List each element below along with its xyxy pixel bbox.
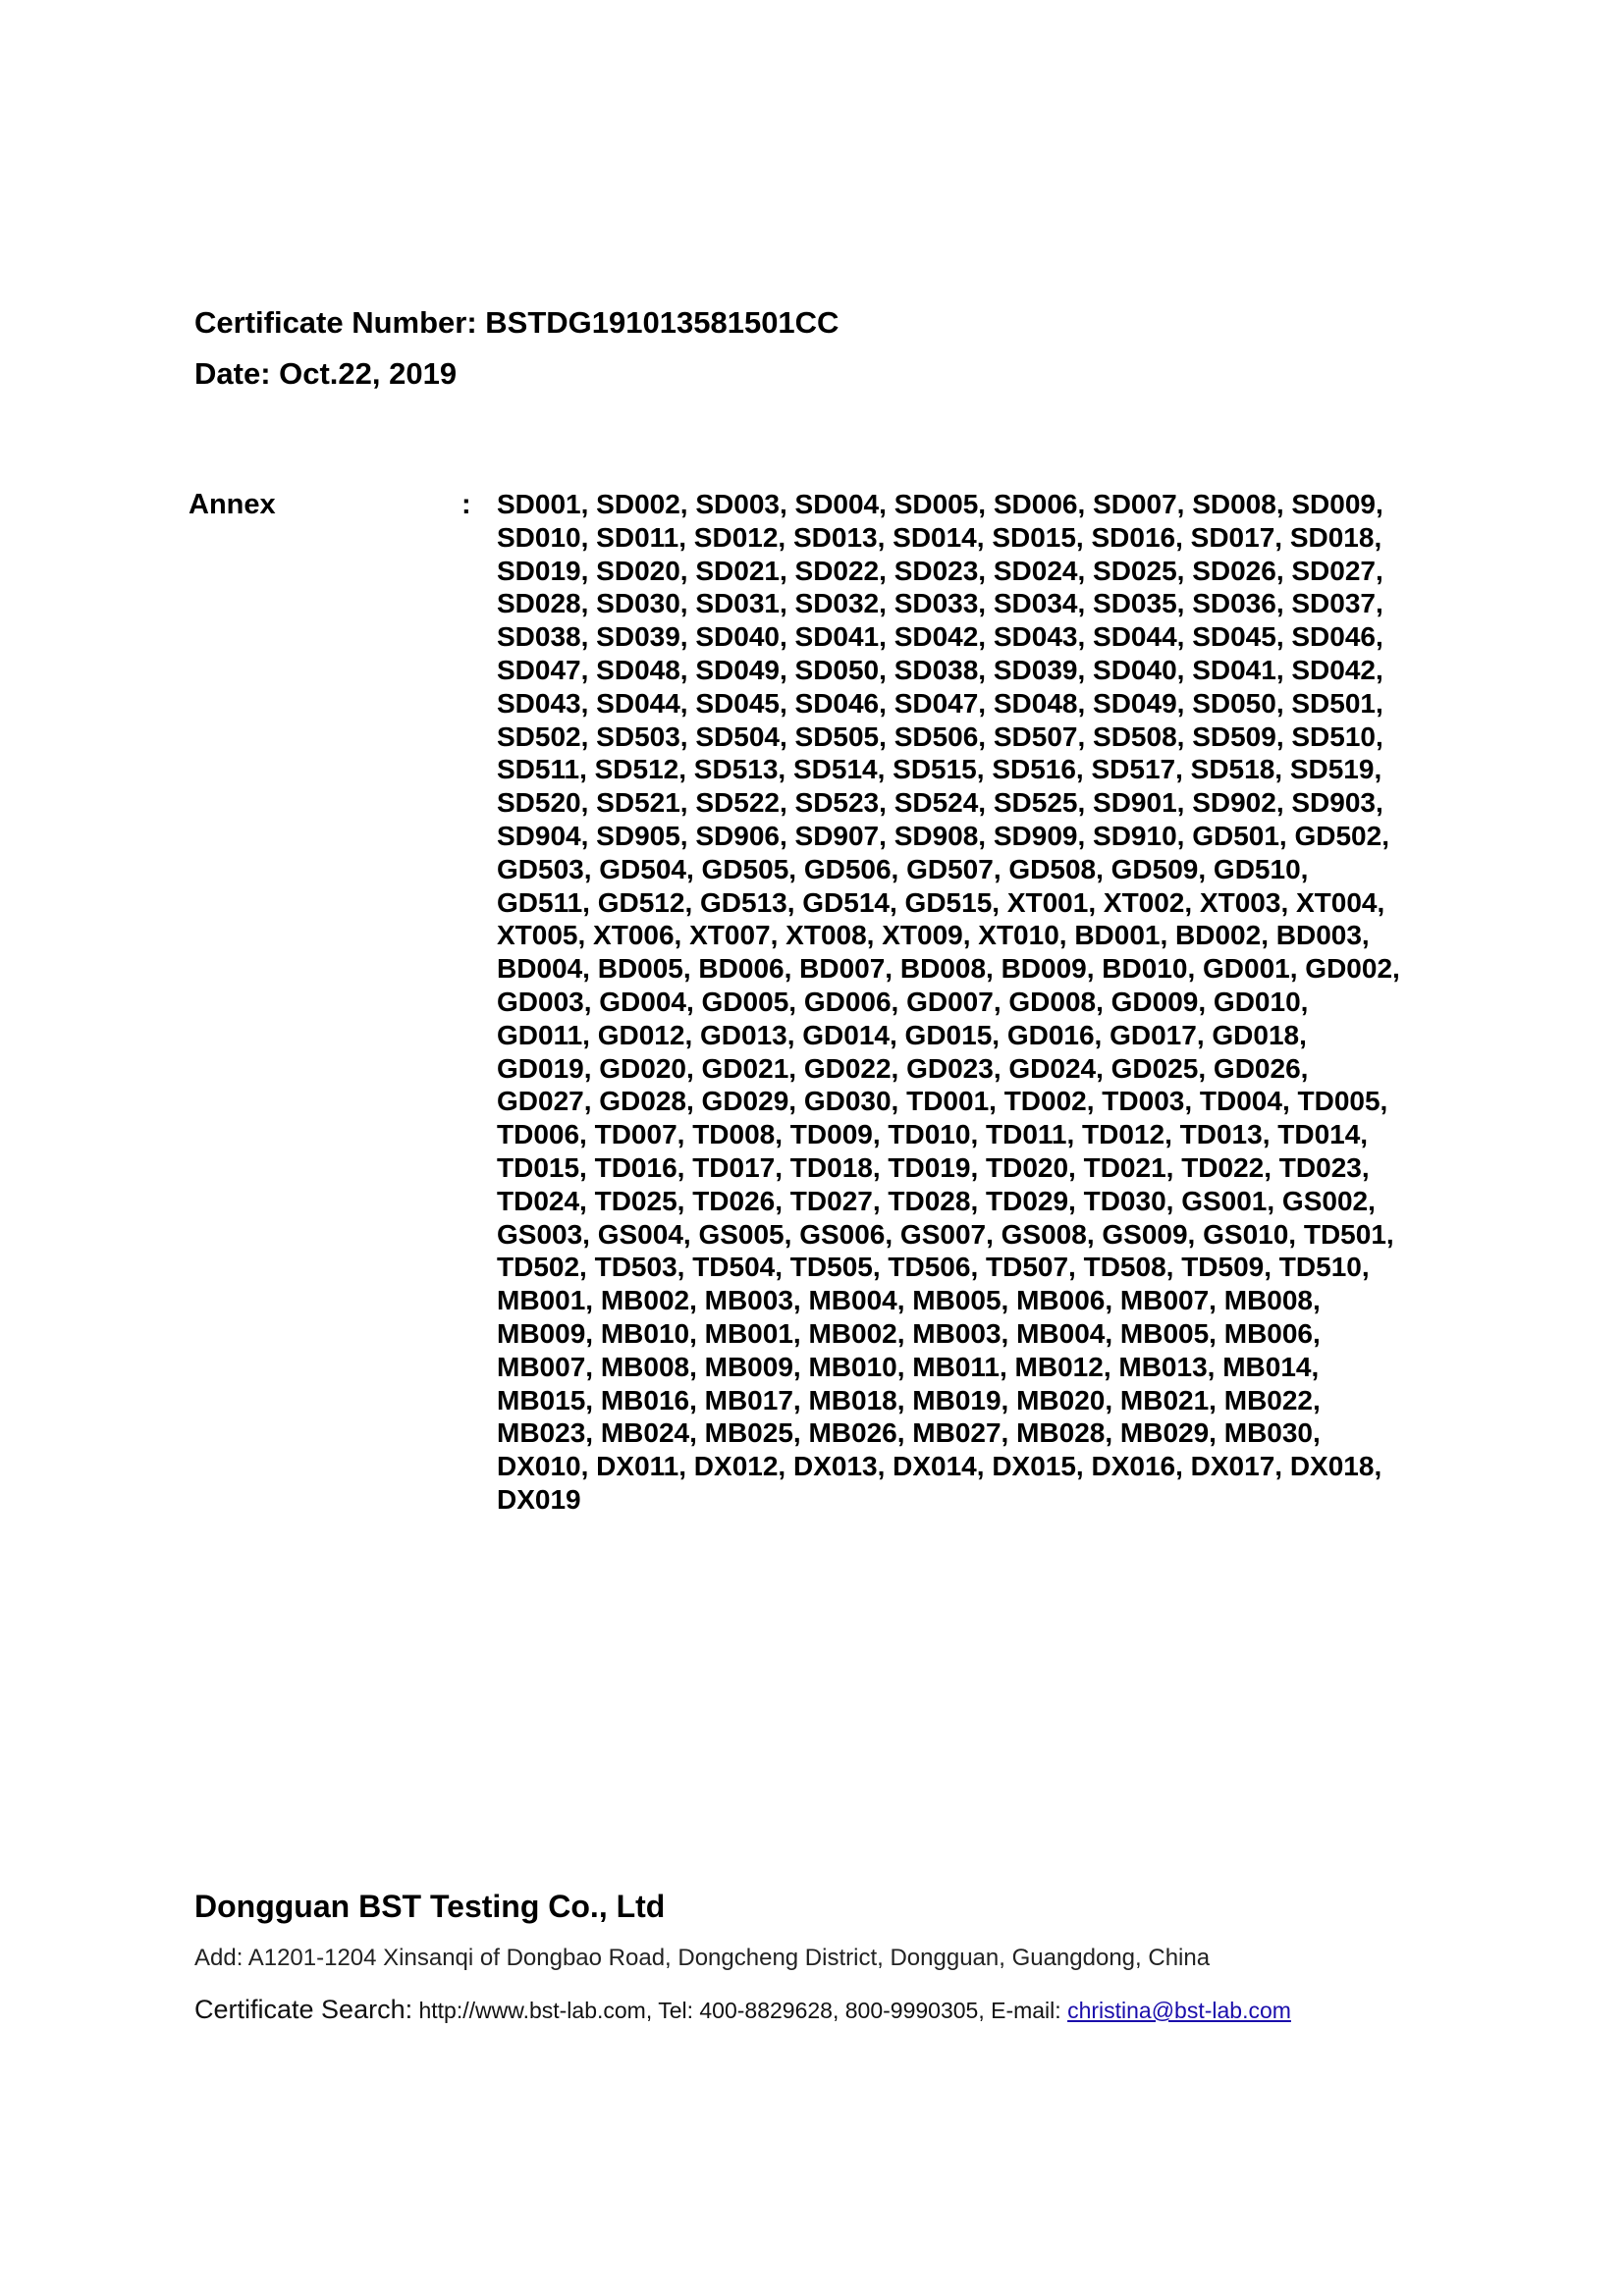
annex-line: GD003, GD004, GD005, GD006, GD007, GD008, GD009, GD010,: [497, 986, 1309, 1017]
annex-line: TD024, TD025, TD026, TD027, TD028, TD029, TD030, GS001, GS002,: [497, 1185, 1376, 1216]
certificate-search-line: [194, 1993, 1291, 2027]
annex-line: MB009, MB010, MB001, MB002, MB003, MB004, MB005, MB006,: [497, 1317, 1321, 1349]
annex-line: SD001, SD002, SD003, SD004, SD005, SD006, SD007, SD008, SD009,: [497, 489, 1383, 519]
annex-line: TD502, TD503, TD504, TD505, TD506, TD507, TD508, TD509, TD510,: [497, 1252, 1370, 1283]
annex-label: Annex: [189, 489, 276, 520]
certificate-header: [194, 297, 839, 400]
annex-line: GD503, GD504, GD505, GD506, GD507, GD508, GD509, GD510,: [497, 853, 1309, 884]
certificate-date: Date: Oct.22, 2019: [194, 356, 458, 391]
annex-colon: :: [461, 489, 471, 520]
annex-line: GD027, GD028, GD029, GD030, TD001, TD002, TD003, TD004, TD005,: [497, 1086, 1388, 1117]
annex-line: MB001, MB002, MB003, MB004, MB005, MB006, MB007, MB008,: [497, 1285, 1321, 1316]
email-link[interactable]: christina@bst-lab.com: [1067, 1998, 1291, 2023]
annex-line: SD010, SD011, SD012, SD013, SD014, SD015, SD016, SD017, SD018,: [497, 521, 1382, 553]
annex-model-list: [497, 488, 1479, 1517]
annex-line: BD004, BD005, BD006, BD007, BD008, BD009, BD010, GD001, GD002,: [497, 953, 1400, 985]
certificate-number: Certificate Number: BSTDG191013581501CC: [194, 305, 839, 340]
annex-line: TD015, TD016, TD017, TD018, TD019, TD020, TD021, TD022, TD023,: [497, 1151, 1370, 1183]
annex-line: GD019, GD020, GD021, GD022, GD023, GD024, GD025, GD026,: [497, 1052, 1309, 1084]
contact-details: http://www.bst-lab.com, Tel: 400-8829628, 800-9990305, E-mail:: [418, 1998, 1061, 2023]
annex-line: SD502, SD503, SD504, SD505, SD506, SD507, SD508, SD509, SD510,: [497, 721, 1383, 752]
annex-line: DX010, DX011, DX012, DX013, DX014, DX015, DX016, DX017, DX018,: [497, 1451, 1382, 1482]
annex-line: GD011, GD012, GD013, GD014, GD015, GD016, GD017, GD018,: [497, 1019, 1307, 1050]
annex-line: SD904, SD905, SD906, SD907, SD908, SD909, SD910, GD501, GD502,: [497, 820, 1389, 851]
annex-line: GS003, GS004, GS005, GS006, GS007, GS008, GS009, GS010, TD501,: [497, 1218, 1394, 1250]
annex-line: SD047, SD048, SD049, SD050, SD038, SD039, SD040, SD041, SD042,: [497, 654, 1383, 685]
annex-line: MB007, MB008, MB009, MB010, MB011, MB012, MB013, MB014,: [497, 1351, 1320, 1382]
annex-line: SD028, SD030, SD031, SD032, SD033, SD034, SD035, SD036, SD037,: [497, 588, 1383, 619]
annex-line: DX019: [497, 1483, 581, 1515]
annex-line: GD511, GD512, GD513, GD514, GD515, XT001, XT002, XT003, XT004,: [497, 886, 1385, 918]
annex-line: SD520, SD521, SD522, SD523, SD524, SD525, SD901, SD902, SD903,: [497, 787, 1383, 819]
annex-line: MB023, MB024, MB025, MB026, MB027, MB028, MB029, MB030,: [497, 1417, 1321, 1449]
annex-line: SD019, SD020, SD021, SD022, SD023, SD024, SD025, SD026, SD027,: [497, 555, 1383, 586]
annex-line: MB015, MB016, MB017, MB018, MB019, MB020, MB021, MB022,: [497, 1384, 1321, 1415]
company-address: Add: A1201-1204 Xinsanqi of Dongbao Road, Dongcheng District, Dongguan, Guangdong, China: [194, 1945, 1211, 1971]
annex-line: SD511, SD512, SD513, SD514, SD515, SD516, SD517, SD518, SD519,: [497, 754, 1382, 785]
annex-line: SD038, SD039, SD040, SD041, SD042, SD043, SD044, SD045, SD046,: [497, 621, 1383, 653]
company-name: Dongguan BST Testing Co., Ltd: [194, 1889, 666, 1924]
annex-line: TD006, TD007, TD008, TD009, TD010, TD011, TD012, TD013, TD014,: [497, 1119, 1369, 1150]
annex-line: XT005, XT006, XT007, XT008, XT009, XT010, BD001, BD002, BD003,: [497, 920, 1370, 951]
annex-line: SD043, SD044, SD045, SD046, SD047, SD048, SD049, SD050, SD501,: [497, 687, 1383, 719]
certificate-search-label: Certificate Search:: [194, 1995, 413, 2024]
